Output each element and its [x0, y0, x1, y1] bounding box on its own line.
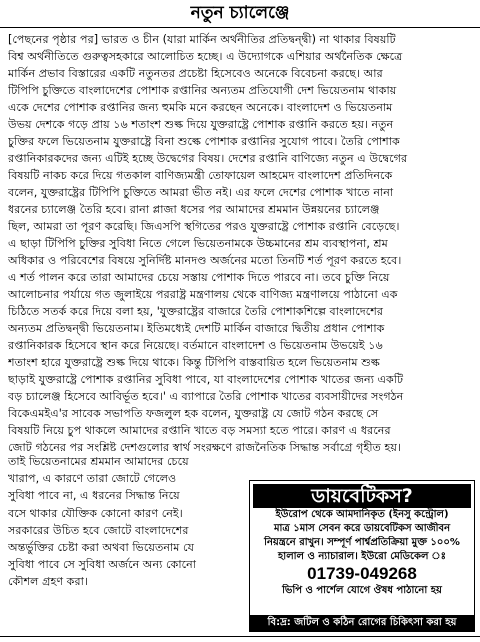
body-line: [পেছনের পৃষ্ঠার পর] ভারত ও চীন (যারা মার্কিন অর্থনীতির প্রতিদ্বন্দ্বী) না থাকার বিষয়টি	[8, 33, 396, 46]
body-line: সুবিধা পাবে না, এ ধরনের সিদ্ধান্ত নিয়ে	[8, 489, 180, 503]
body-line: সুবিধা পাবে সে সুবিধা অর্জনে অন্য কোনো	[8, 558, 196, 572]
body-line: তাই ভিয়েতনামের শ্রমমান আমাদের চেয়ে	[8, 455, 189, 468]
body-line: এ ছাড়া টিপিপি চুক্তির সুবিধা নিতে গেলে ভিয়েতনামকে উচ্চমানের শ্রম ব্যবস্থাপনা, শ্রম	[8, 237, 388, 250]
ad-claim-line: নিয়ন্ত্রনে রাখুন। সম্পূর্ণ পার্শ্বপ্রতিক্রিয়া মুক্ত ১০০%	[264, 537, 460, 548]
body-line: খারাপ, এ কারণে তারা জোটে গেলেও	[8, 472, 177, 486]
body-line: বিষয়টি নাকচ করে দিয়ে গতকাল বাণিজ্যমন্ত্রী তোফায়েল আহমেদ বাংলাদেশ প্রতিদিনকে	[8, 169, 393, 182]
body-line: রপ্তানিকারকদের জন্য এটিই হচ্ছে উদ্বেগের বিষয়। দেশের রপ্তানি বাণিজ্যে নতুন এ উদ্বেগের	[8, 152, 408, 165]
advertisement-box	[249, 480, 475, 632]
bottom-divider	[0, 636, 480, 637]
body-line: বড় চ্যালেঞ্জ হিসেবে আবির্ভূত হবে।' এ ব্যাপারে তৈরি পোশাক খাতের ব্যবসায়ীদের সংগঠন	[8, 390, 404, 403]
body-line: ছিল, আমরা তা পূরণ করেছি। জিএসপি স্থগিতের পরও যুক্তরাষ্ট্রে পোশাক রপ্তানি বেড়েছে।	[8, 220, 400, 233]
ad-delivery-line: ভিপি ও পার্শেল যোগে ঔষধ পাঠানো হয়	[282, 585, 442, 596]
body-line: একে দেশের পোশাক রপ্তানির জন্য হুমকি মনে করছেন অনেকে। বাংলাদেশ ও ভিয়েতনাম	[8, 101, 393, 114]
body-line: ধরনের চ্যালেঞ্জ তৈরি হবে। রানা প্লাজা ধসের পর আমাদের শ্রমমান উন্নয়নের চ্যালেঞ্জ	[8, 203, 380, 216]
ad-footer-note: বি:দ্র: জটিল ও কঠিন রোগের চিকিৎসা করা হয়	[250, 615, 474, 631]
body-line: অধিকার ও পরিবেশের বিষয়ে সুনির্দিষ্ট মানদণ্ড অর্জনের মতো তিনটি শর্ত পূরণ করতে হবে।	[8, 254, 402, 267]
headline-divider	[0, 27, 480, 28]
body-line: বলেন, যুক্তরাষ্ট্রের টিপিপি চুক্তিতে আমরা ভীত নই। এর ফলে দেশের পোশাক খাতে নানা	[8, 186, 394, 199]
body-line: বিশ্ব অর্থনীতিতে গুরুত্বসহকারে আলোচিত হচ্ছে। এ উদ্যোগকে এশিয়ার অর্থনৈতিক ক্ষেত্রে	[8, 50, 403, 63]
body-line: উভয় দেশকে গড়ে প্রায় ১৬ শতাংশ শুল্ক দিয়ে যুক্তরাষ্ট্রে পোশাক রপ্তানি করতে হয়। নতুন	[8, 118, 394, 131]
body-line: অন্তর্ভুক্তির চেষ্টা করা অথবা ভিয়েতনাম যে	[8, 541, 195, 555]
body-line: চুক্তির ফলে ভিয়েতনাম যুক্তরাষ্ট্রে বিনা শুল্কে পোশাক রপ্তানির সুযোগ পাবে। তৈরি পোশাক	[8, 135, 400, 148]
ad-phone-number: 01739-049268	[307, 564, 417, 583]
body-line: টিপিপি চুক্তিতে বাংলাদেশের পোশাক রপ্তানির অন্যতম প্রতিযোগী দেশ ভিয়েতনাম থাকায়	[8, 84, 397, 97]
body-line: মার্কিন প্রভাব বিস্তারের একটি নতুনতর প্রচেষ্টা হিসেবেও অনেকে বিবেচনা করছে। আর	[8, 67, 383, 80]
body-line: ছাড়াই যুক্তরাষ্ট্রে পোশাক রপ্তানির সুবিধা পাবে, যা বাংলাদেশের পোশাক খাতের জন্য একটি	[8, 373, 404, 386]
body-line: আলোচনার পর্যায়ে গত জুলাইয়ে পররাষ্ট্র মন্ত্রণালয় থেকে বাণিজ্য মন্ত্রণালয়ে পাঠানো এক	[8, 288, 398, 301]
ad-usage-line: মাত্র ১মাস সেবন করে ডায়বেটিকস আজীবন	[273, 523, 451, 534]
article-headline: নতুন চ্যালেঞ্জে	[190, 3, 290, 23]
body-line: রপ্তানিকারক হিসেবে স্থান করে নিয়েছে। বর্তমানে বাংলাদেশ ও ভিয়েতনাম উভয়েই ১৬	[8, 339, 383, 352]
body-line: বিষয়টি নিয়ে চুপ থাকলে আমাদের রপ্তানি খাতে বড় সমস্যা হতে পারে। কারণ এ ধরনের	[8, 424, 391, 437]
body-line: এ শর্ত পালন করে তারা আমাদের চেয়ে সস্তায় পোশাক দিতে পারবে না। তবে চুক্তি নিয়ে	[8, 271, 390, 284]
ad-title: ডায়বেটিকস?	[253, 484, 471, 508]
body-line: বসে থাকার যৌক্তিক কোনো কারণ নেই।	[8, 506, 183, 520]
body-line: সরকারের উচিত হবে জোটে বাংলাদেশের	[8, 523, 189, 537]
body-line: বিকেএমইএ'র সাবেক সভাপতি ফজলুল হক বলেন, যুক্তরাষ্ট্র যে জোট গঠন করছে সে	[8, 407, 379, 420]
body-line: চিঠিতে সতর্ক করে দিয়ে বলা হয়, 'যুক্তরাষ্ট্রের বাজারে তৈরি পোশাকশিল্পে বাংলাদেশের	[8, 305, 384, 318]
body-line: জোট গঠনের পর সংশ্লিষ্ট দেশগুলোর স্বার্থ সংরক্ষণে রাজনৈতিক সিদ্ধান্ত সর্বাগ্রে গৃহীত হয়।	[8, 441, 401, 454]
ad-product-line: ইউরোপ থেকে আমদানিকৃত (ইনসু কন্ট্রোল)	[275, 509, 449, 520]
article-body-continued	[8, 453, 248, 591]
body-line: কৌশল গ্রহণ করা।	[8, 575, 88, 589]
body-line: শতাংশ হারে যুক্তরাষ্ট্রে শুল্ক দিয়ে থাকে। কিন্তু টিপিপি বাস্তবায়িত হলে ভিয়েতনাম শুল্ক	[8, 356, 380, 369]
article-body	[8, 31, 473, 456]
ad-company-line: হালাল ও ন্যাচারাল। ইউরো মেডিকেল ঃ	[278, 551, 446, 562]
body-line: অন্যতম প্রতিদ্বন্দ্বী ভিয়েতনাম। ইতিমধ্যেই দেশটি মার্কিন বাজারে দ্বিতীয় প্রধান পোশাক	[8, 322, 385, 335]
